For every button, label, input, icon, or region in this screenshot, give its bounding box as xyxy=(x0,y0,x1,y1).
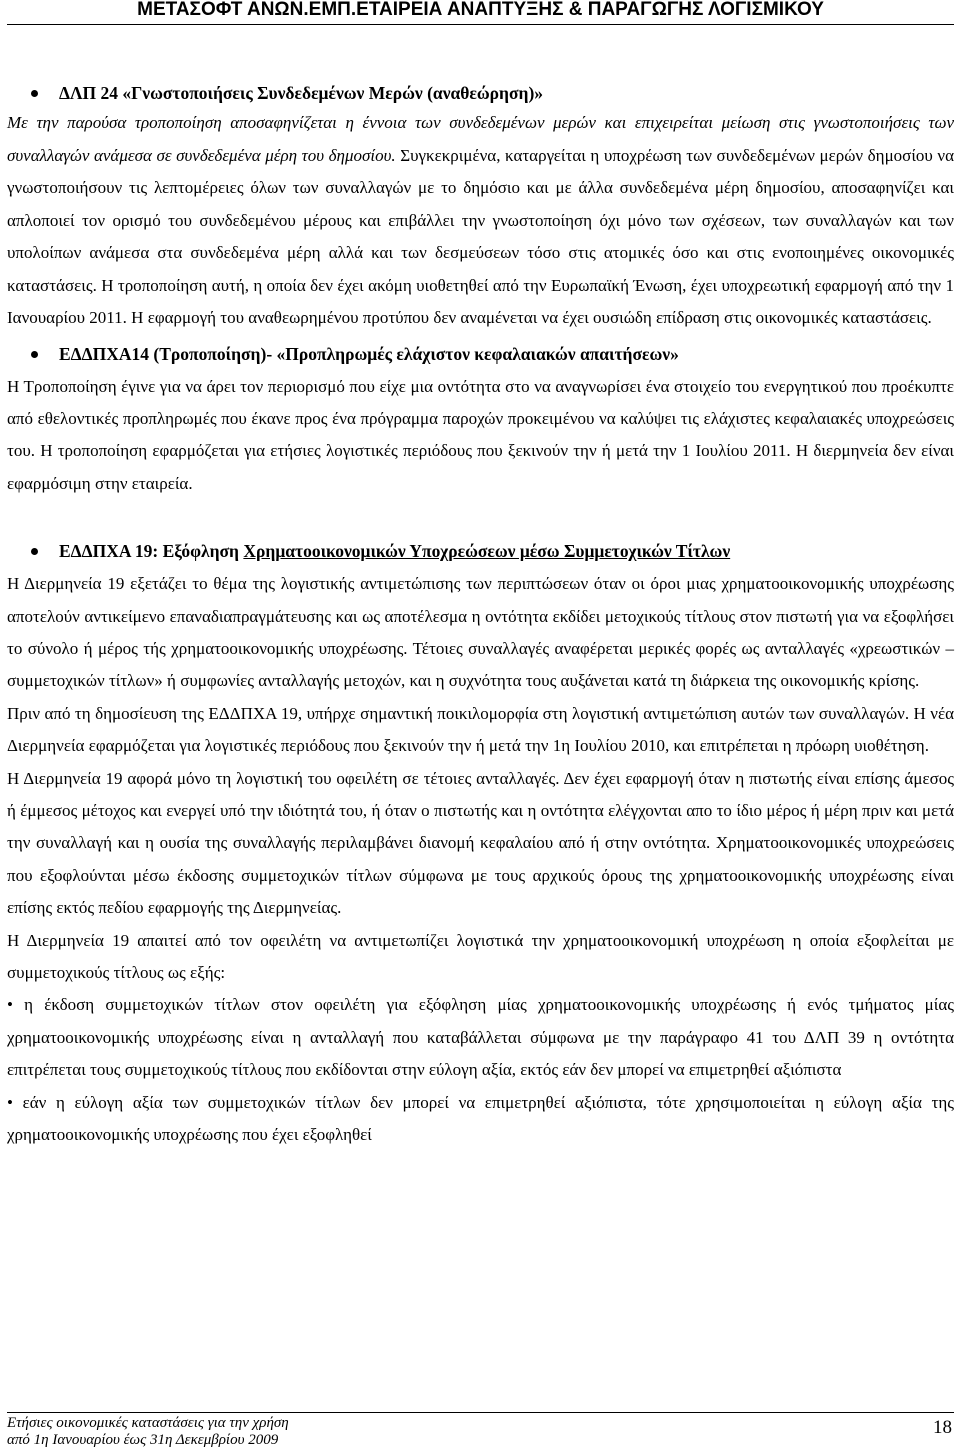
footer-line-1: Ετήσιες οικονομικές καταστάσεις για την χρήση xyxy=(7,1415,289,1431)
page-footer xyxy=(7,1412,954,1449)
paragraph-text: Η Διερμηνεία 19 εξετάζει το θέμα της λογιστικής αντιμετώπισης των περιπτώσεων όταν οι όροι μιας χρηματοοικονομικής υποχρέωσης αποτελούν αντικείμενο επαναδιαπραγμάτευσης και ως αποτέλεσμα η οντότητα εκδίδει μετοχικούς τίτλους στον πιστωτή για να εξοφλήσει το σύνολο ή μέρος τής χρηματοοικονομικής υποχρέωσης. Τέτοιες συναλλαγές αναφέρεται μερικές φορές ως ανταλλαγές «χρεωστικών – συμμετοχικών τίτλων» ή συμφωνίες ανταλλαγής μετοχών, και η συχνότητα τους αυξάνεται κατά τη διάρκεια της οικονομικής κρίσης. xyxy=(7,574,954,691)
section-title-text-b: Χρηματοοικονομικών Υποχρεώσεων μέσω Συμμετοχικών Τίτλων xyxy=(243,541,731,562)
paragraph-text: Συγκεκριμένα, καταργείται η υποχρέωση των συνδεδεμένων μερών δημοσίου να γνωστοποιήσουν τις λεπτομέρειες όλων των συναλλαγών με το δημόσιο και με άλλα συνδεδεμένα μέρη δημοσίου, αποσαφηνίζει και απλοποιεί τον ορισμό του συνδεδεμένου μέρους και επιβάλλει την γνωστοποίηση όχι μόνο των σχέσεων, των συναλλαγών και των υπολοίπων ανάμεσα στα συνδεδεμένα μέρη αλλά και των δεσμεύσεων τόσο στις ατομικές όσο και στις ενοποιημένες οικονομικές καταστάσεις. Η τροποποίηση αυτή, η οποία δεν έχει ακόμη υιοθετηθεί από την Ευρωπαϊκή Ένωση, έχει υποχρεωτική εφαρμογή από την 1 Ιανουαρίου 2011. Η εφαρμογή του αναθεωρημένου προτύπου δεν αναμένεται να έχει ουσιώδη επίδραση στις οικονομικές καταστάσεις. xyxy=(7,145,954,327)
list-item-1: • η έκδοση συμμετοχικών τίτλων στον οφειλέτη για εξόφληση μίας χρηματοοικονομικής υποχρέωσης ή ενός τμήματος μίας χρηματοοικονομικής υποχρέωσης είναι η ανταλλαγή που καταβάλλεται σύμφωνα με την παράγραφο 41 του ΔΛΠ 39 η οντότητα επιτρέπεται τους συμμετοχικούς τίτλους που εκδίδονται στην εύλογη αξία, εκτός εάν δεν μπορεί να επιμετρηθεί αξιόπιστα xyxy=(7,995,954,1080)
bullet-icon xyxy=(31,548,38,555)
paragraph-italic-text: Με την παρούσα τροποποίηση αποσαφηνίζεται η έννοια των συνδεδεμένων μερών και επιχειρείται μείωση στις γνωστοποιήσεις των συναλλαγών ανάμεσα σε συνδεδεμένα μέρη του δημοσίου. xyxy=(7,113,954,165)
page-content xyxy=(7,80,954,1151)
paragraph-text: Η Διερμηνεία 19 απαιτεί από τον οφειλέτη να αντιμετωπίζει λογιστικά την χρηματοοικονομική υποχρέωση η οποία εξοφλείται με συμμετοχικούς τίτλους ως εξής: xyxy=(7,930,954,982)
page-header: ΜΕΤΑΣΟΦΤ ΑΝΩΝ.ΕΜΠ.ΕΤΑΙΡΕΙΑ ΑΝΑΠΤΥΞΗΣ & ΠΑΡΑΓΩΓΗΣ ΛΟΓΙΣΜΙΚΟΥ xyxy=(7,0,954,25)
list-item-2: • εάν η εύλογη αξία των συμμετοχικών τίτλων δεν μπορεί να επιμετρηθεί αξιόπιστα, τότε χρησιμοποιείται η εύλογη αξία της χρηματοοικονομικής υποχρέωσης που έχει εξοφληθεί xyxy=(7,1092,954,1145)
bullet-icon xyxy=(31,90,38,97)
paragraph-ifric19-1 xyxy=(7,568,954,698)
page-number: 18 xyxy=(933,1417,952,1438)
paragraph-text: Πριν από τη δημοσίευση της ΕΔΔΠΧΑ 19, υπήρχε σημαντική ποικιλομορφία στη λογιστική αντιμετώπιση αυτών των συναλλαγών. Η νέα Διερμηνεία εφαρμόζεται για λογιστικές περιόδους που ξεκινούν την ή μετά την 1η Ιουλίου 2010, και επιτρέπεται η πρόωρη υιοθέτηση. xyxy=(7,703,954,756)
section-title-ifric14 xyxy=(7,341,954,367)
footer-line-2: από 1η Ιανουαρίου έως 31η Δεκεμβρίου 2009 xyxy=(7,1432,279,1448)
paragraph-ifric19-3 xyxy=(7,763,954,925)
section-title-text: ΕΔΔΠΧΑ14 (Τροποποίηση)- «Προπληρωμές ελάχιστον κεφαλαιακών απαιτήσεων» xyxy=(59,343,679,364)
paragraph-text: Η Διερμηνεία 19 αφορά μόνο τη λογιστική του οφειλέτη σε τέτοιες ανταλλαγές. Δεν έχει εφαρμογή όταν η πιστωτής είναι επίσης άμεσος ή έμμεσος μέτοχος και ενεργεί υπό την ιδιότητά του, ή όταν ο πιστωτής και η οντότητα ελέγχονται απο το ίδιο μέρος ή μέρη πριν και μετά την συναλλαγή και η ουσία της συναλλαγής περιλαμβάνει διανομή κεφαλαίου από ή στην οντότητα. Χρηματοοικονομικές υποχρεώσεις που εξοφλούνται μέσω έκδοσης συμμετοχικών τίτλων σύμφωνα με τους αρχικούς όρους της χρηματοοικονομικής υποχρέωσης είναι επίσης εκτός πεδίου εφαρμογής της Διερμηνείας. xyxy=(7,768,954,918)
section-title-text: ΔΛΠ 24 «Γνωστοποιήσεις Συνδεδεμένων Μερών (αναθεώρηση)» xyxy=(59,83,544,103)
section-title-text-a: ΕΔΔΠΧΑ 19: Εξόφληση xyxy=(59,541,244,562)
section-title-ifric19 xyxy=(7,538,954,564)
section-title-ias24 xyxy=(7,80,954,106)
bullet-icon xyxy=(31,351,38,358)
paragraph-text: Η Τροποποίηση έγινε για να άρει τον περιορισμό που είχε μια οντότητα στο να αναγνωρίσει ένα στοιχείο του ενεργητικού που προέκυπτε από εθελοντικές προπληρωμές που έκανε προς ένα πρόγραμμα παροχών προκειμένου να καλύψει τις ελάχιστες κεφαλαιακές υποχρεώσεις του. Η τροποποίηση εφαρμόζεται για ετήσιες λογιστικές περιόδους που ξεκινούν την ή μετά την 1 Ιουλίου 2011. Η διερμηνεία δεν είναι εφαρμόσιμη στην εταιρεία. xyxy=(7,376,954,493)
paragraph-ias24 xyxy=(7,107,954,335)
paragraph-ifric19-4 xyxy=(7,925,954,990)
paragraph-ifric14 xyxy=(7,371,954,501)
paragraph-ifric19-2 xyxy=(7,698,954,763)
